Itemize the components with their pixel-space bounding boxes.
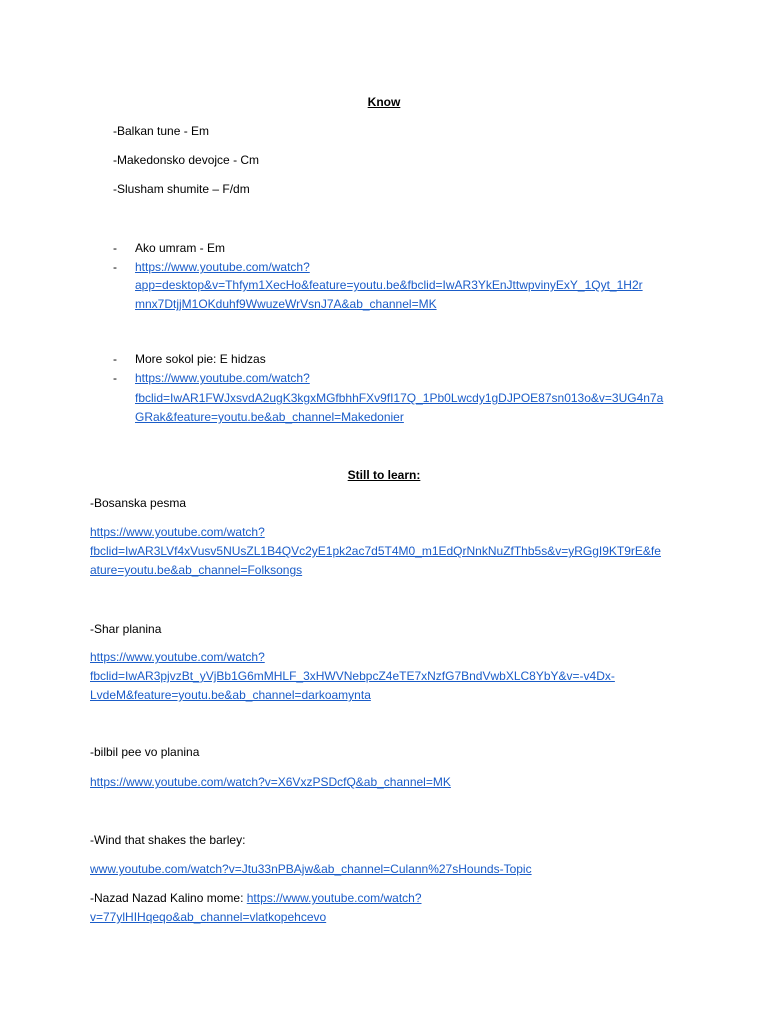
- link-more-sokol[interactable]: fbclid=IwAR1FWJxsvdA2ugK3kgxMGfbhhFXv9fI17Q_1Pb0Lwcdy1gDJPOE87sn013o&v=3UG4n7a: [135, 391, 664, 405]
- link-ako-umram[interactable]: https://www.youtube.com/watch?: [135, 260, 310, 274]
- know-item: -Makedonsko devojce - Cm: [113, 153, 260, 167]
- link-more-sokol[interactable]: GRak&feature=youtu.be&ab_channel=Makedonier: [135, 410, 404, 424]
- link-nazad[interactable]: https://www.youtube.com/watch?: [246, 891, 422, 905]
- link-nazad[interactable]: v=77ylHIHqeqo&ab_channel=vlatkopehcevo: [90, 910, 327, 924]
- bullet-marker: -: [113, 352, 117, 366]
- link-bilbil[interactable]: https://www.youtube.com/watch?v=X6VxzPSDcfQ&ab_channel=MK: [90, 775, 451, 789]
- song-bosanska: -Bosanska pesma: [90, 496, 187, 510]
- link-shar[interactable]: LvdeM&feature=youtu.be&ab_channel=darkoamynta: [90, 688, 371, 702]
- song-wind: -Wind that shakes the barley:: [90, 833, 246, 847]
- link-bosanska[interactable]: ature=youtu.be&ab_channel=Folksongs: [90, 563, 303, 577]
- link-more-sokol[interactable]: https://www.youtube.com/watch?: [135, 371, 310, 385]
- bullet-marker: -: [113, 260, 117, 274]
- link-bosanska[interactable]: https://www.youtube.com/watch?: [90, 525, 265, 539]
- link-shar[interactable]: fbclid=IwAR3pjvzBt_yVjBb1G6mMHLF_3xHWVNebpcZ4eTE7xNzfG7BndVwbXLC8YbY&v=-v4Dx-: [90, 669, 615, 683]
- know-item: -Balkan tune - Em: [113, 124, 210, 138]
- know-item: -Slusham shumite – F/dm: [113, 182, 250, 196]
- song-nazad: -Nazad Nazad Kalino mome:: [90, 891, 244, 905]
- nazad-row: [90, 890, 422, 906]
- bullet-marker: -: [113, 241, 117, 255]
- link-ako-umram[interactable]: mnx7DtjjM1OKduhf9WwuzeWrVsnJ7A&ab_channel=MK: [135, 297, 437, 311]
- still-to-learn-heading: Still to learn:: [347, 468, 421, 482]
- bullet-marker: -: [113, 371, 117, 385]
- song-ako-umram: Ako umram - Em: [135, 241, 226, 255]
- link-wind[interactable]: www.youtube.com/watch?v=Jtu33nPBAjw&ab_channel=Culann%27sHounds-Topic: [90, 862, 532, 876]
- link-ako-umram[interactable]: app=desktop&v=Thfym1XecHo&feature=youtu.be&fbclid=IwAR3YkEnJttwpvinyExY_1Qyt_1H2r: [135, 278, 643, 292]
- link-bosanska[interactable]: fbclid=IwAR3LVf4xVusv5NUsZL1B4QVc2yE1pk2ac7d5T4M0_m1EdQrNnkNuZfThb5s&v=yRGgI9KT9rE&fe: [90, 544, 661, 558]
- song-bilbil: -bilbil pee vo planina: [90, 745, 200, 759]
- song-shar: -Shar planina: [90, 622, 162, 636]
- know-heading: Know: [367, 95, 401, 109]
- link-shar[interactable]: https://www.youtube.com/watch?: [90, 650, 265, 664]
- song-more-sokol: More sokol pie: E hidzas: [135, 352, 266, 366]
